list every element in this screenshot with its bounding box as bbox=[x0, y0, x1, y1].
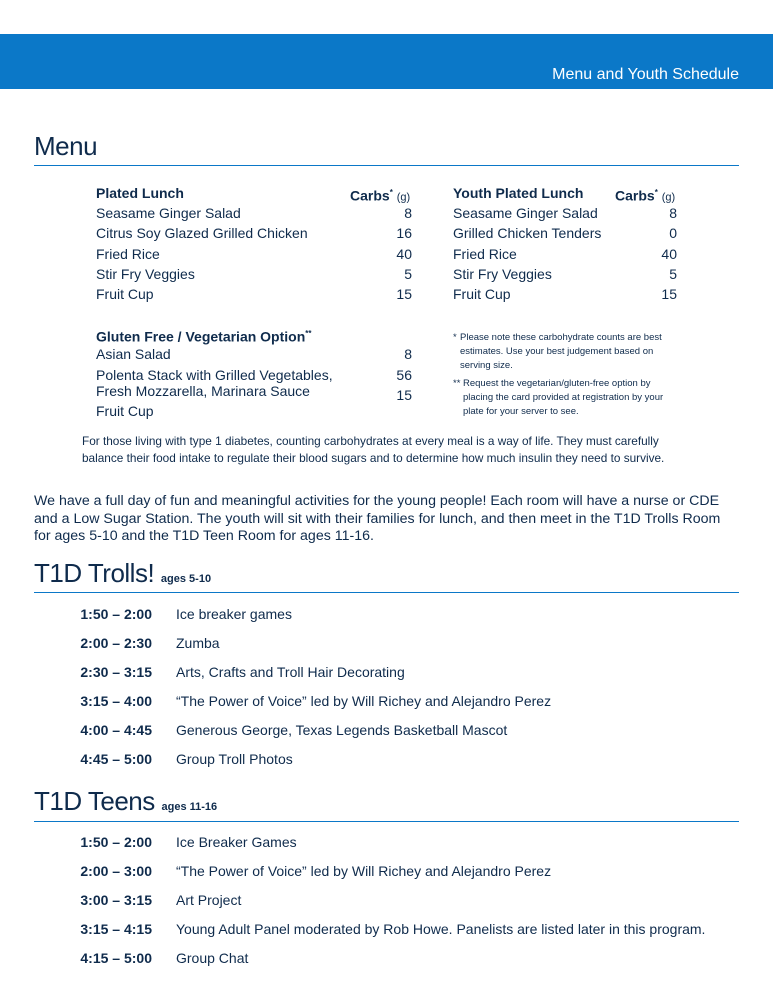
schedule-time: 3:15 – 4:15 bbox=[80, 921, 152, 937]
footnote-mark: ** bbox=[453, 378, 461, 389]
menu-row bbox=[96, 381, 412, 403]
menu-item-name: Stir Fry Veggies bbox=[453, 265, 552, 282]
menu-item-name: Seasame Ginger Salad bbox=[453, 205, 598, 222]
menu-item-carbs: 8 bbox=[404, 346, 412, 362]
gluten-free-title-text: Gluten Free / Vegetarian Option bbox=[96, 328, 306, 345]
menu-item-carbs: 8 bbox=[404, 205, 412, 222]
schedule-time: 2:00 – 3:00 bbox=[80, 863, 152, 879]
menu-divider bbox=[34, 165, 739, 166]
trolls-divider bbox=[34, 592, 739, 593]
menu-item-carbs: 8 bbox=[669, 205, 677, 222]
schedule-row bbox=[34, 629, 739, 658]
menu-row bbox=[96, 223, 412, 243]
schedule-row bbox=[34, 658, 739, 687]
teens-title: T1D Teens bbox=[34, 786, 155, 816]
schedule-row bbox=[34, 687, 739, 716]
menu-item-carbs: 16 bbox=[396, 225, 412, 242]
schedule-activity: Zumba bbox=[176, 635, 220, 651]
youth-intro-paragraph: We have a full day of fun and meaningful activities for the young people! Each room will have a nurse or CDE and a Low Sugar Station. The youth will sit with their families for lunch, and then meet in the T1D Trolls Room for ages 5-10 and the T1D Teen Room for ages 11-16. bbox=[34, 493, 721, 545]
menu-item-carbs: 5 bbox=[669, 265, 677, 282]
schedule-time: 3:00 – 3:15 bbox=[80, 892, 152, 908]
schedule-activity: Group Troll Photos bbox=[176, 751, 293, 767]
schedule-activity: Group Chat bbox=[176, 950, 249, 966]
menu-item-name: Polenta Stack with Grilled Vegetables, bbox=[96, 367, 333, 383]
carbs-unit: (g) bbox=[661, 191, 676, 204]
menu-item-name: Fruit Cup bbox=[96, 285, 154, 302]
schedule-activity: Generous George, Texas Legends Basketball Mascot bbox=[176, 722, 508, 738]
gluten-free-title-mark: ** bbox=[305, 329, 312, 338]
schedule-activity: Art Project bbox=[176, 892, 242, 908]
menu-heading-text: Menu bbox=[34, 131, 98, 161]
menu-item-carbs: 40 bbox=[396, 245, 412, 262]
footnote-text: Please note these carbohydrate counts are best estimates. Use your best judgement based on serving size. bbox=[460, 332, 662, 371]
schedule-time: 3:15 – 4:00 bbox=[80, 693, 152, 709]
menu-row bbox=[96, 264, 412, 284]
menu-item-carbs: 0 bbox=[669, 225, 677, 242]
schedule-row bbox=[34, 915, 739, 944]
menu-item-name: Fruit Cup bbox=[96, 403, 154, 419]
schedule-time: 1:50 – 2:00 bbox=[80, 834, 152, 850]
trolls-schedule bbox=[34, 600, 739, 774]
teens-ages: ages 11-16 bbox=[161, 801, 218, 813]
schedule-row bbox=[34, 886, 739, 915]
menu-item-name: Grilled Chicken Tenders bbox=[453, 225, 602, 242]
menu-item-name: Citrus Soy Glazed Grilled Chicken bbox=[96, 225, 308, 242]
carbs-label: Carbs bbox=[615, 187, 655, 204]
footnote bbox=[453, 377, 683, 419]
schedule-time: 1:50 – 2:00 bbox=[80, 606, 152, 622]
page-header-title: Menu and Youth Schedule bbox=[552, 66, 739, 83]
trolls-heading bbox=[34, 558, 211, 594]
carbs-mark: * bbox=[389, 188, 393, 197]
youth-lunch-header bbox=[453, 183, 679, 203]
footnote bbox=[453, 331, 683, 373]
teens-schedule bbox=[34, 828, 739, 973]
schedule-row bbox=[34, 745, 739, 774]
menu-item-carbs: 15 bbox=[396, 285, 412, 302]
schedule-time: 2:00 – 2:30 bbox=[80, 635, 152, 651]
menu-item-name: Fruit Cup bbox=[453, 285, 511, 302]
menu-row bbox=[96, 365, 412, 383]
footnote-text: Request the vegetarian/gluten-free option by placing the card provided at registration by your plate for your server to see. bbox=[463, 378, 664, 417]
menu-item-name: Asian Salad bbox=[96, 346, 171, 362]
menu-row bbox=[453, 264, 679, 284]
menu-item-carbs: 15 bbox=[396, 387, 412, 403]
schedule-time: 4:00 – 4:45 bbox=[80, 722, 152, 738]
menu-item-carbs: 40 bbox=[661, 245, 677, 262]
menu-row bbox=[453, 284, 679, 304]
menu-row bbox=[96, 284, 412, 304]
plated-lunch-header bbox=[96, 183, 412, 203]
menu-row bbox=[453, 223, 679, 243]
schedule-activity: “The Power of Voice” led by Will Richey and Alejandro Perez bbox=[176, 863, 552, 879]
carbs-unit: (g) bbox=[396, 191, 411, 204]
menu-row bbox=[453, 203, 679, 223]
menu-item-carbs: 56 bbox=[396, 367, 412, 383]
schedule-row bbox=[34, 716, 739, 745]
plated-lunch-title: Plated Lunch bbox=[96, 185, 184, 201]
footnote-mark: * bbox=[453, 332, 457, 343]
schedule-time: 2:30 – 3:15 bbox=[80, 664, 152, 680]
youth-lunch-title: Youth Plated Lunch bbox=[453, 185, 584, 201]
trolls-ages: ages 5-10 bbox=[160, 573, 212, 585]
teens-divider bbox=[34, 821, 739, 822]
schedule-activity: Young Adult Panel moderated by Rob Howe. Panelists are listed later in this program. bbox=[176, 921, 706, 937]
menu-item-carbs: 15 bbox=[661, 285, 677, 302]
teens-heading bbox=[34, 786, 217, 822]
plated-lunch-table bbox=[96, 183, 412, 304]
schedule-activity: Ice Breaker Games bbox=[176, 834, 297, 850]
gluten-free-title bbox=[96, 324, 312, 344]
header-banner bbox=[0, 34, 773, 89]
menu-item-name: Seasame Ginger Salad bbox=[96, 205, 241, 222]
menu-row bbox=[96, 244, 412, 264]
menu-row bbox=[453, 244, 679, 264]
schedule-time: 4:15 – 5:00 bbox=[80, 950, 152, 966]
menu-item-name: Fried Rice bbox=[453, 245, 517, 262]
menu-row bbox=[96, 344, 412, 365]
trolls-title: T1D Trolls! bbox=[34, 558, 155, 588]
menu-item-name: Stir Fry Veggies bbox=[96, 265, 195, 282]
schedule-activity: Arts, Crafts and Troll Hair Decorating bbox=[176, 664, 405, 680]
menu-item-name: Fresh Mozzarella, Marinara Sauce bbox=[96, 383, 310, 399]
carbs-label: Carbs bbox=[350, 187, 390, 204]
schedule-row bbox=[34, 857, 739, 886]
schedule-time: 4:45 – 5:00 bbox=[80, 751, 152, 767]
menu-row bbox=[96, 401, 312, 421]
menu-item-name: Fried Rice bbox=[96, 245, 160, 262]
youth-lunch-table bbox=[453, 183, 679, 304]
carbs-mark: * bbox=[654, 188, 658, 197]
schedule-activity: Ice breaker games bbox=[176, 606, 292, 622]
diabetes-note: For those living with type 1 diabetes, counting carbohydrates at every meal is a way of life. They must carefully balance their food intake to regulate their blood sugars and to determine how much insulin they need to survive. bbox=[82, 434, 665, 465]
schedule-activity: “The Power of Voice” led by Will Richey and Alejandro Perez bbox=[176, 693, 552, 709]
schedule-row bbox=[34, 944, 739, 973]
menu-heading bbox=[34, 131, 97, 161]
schedule-row bbox=[34, 828, 739, 857]
schedule-row bbox=[34, 600, 739, 629]
gluten-free-table bbox=[96, 324, 412, 421]
menu-row bbox=[96, 203, 412, 223]
menu-item-carbs: 5 bbox=[404, 265, 412, 282]
